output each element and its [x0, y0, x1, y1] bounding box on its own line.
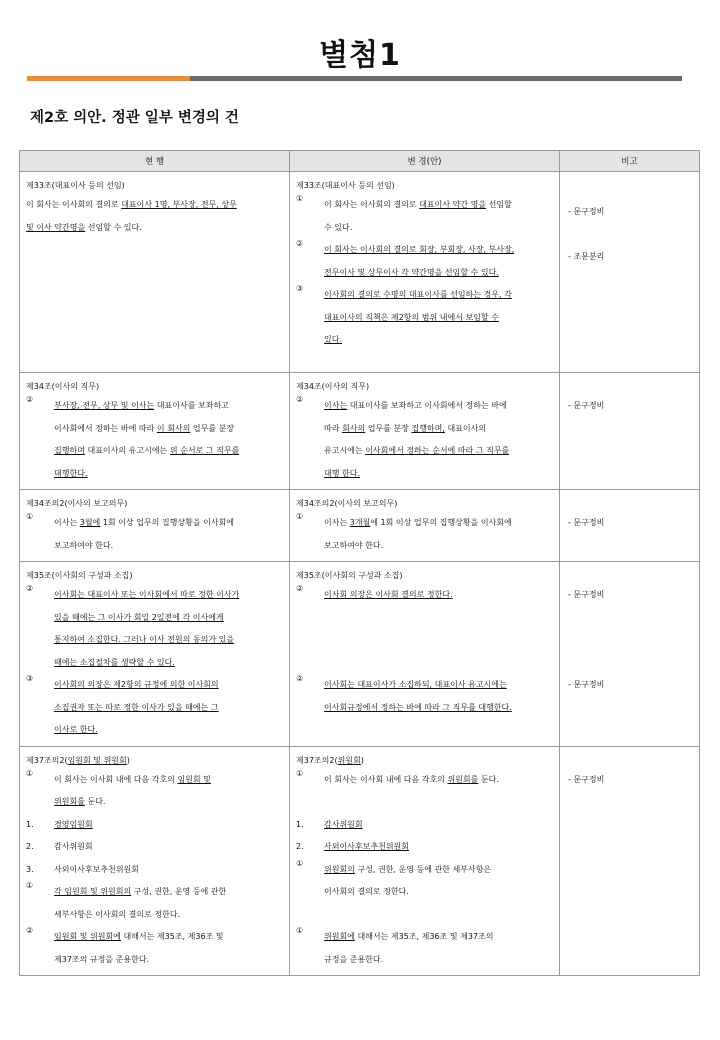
clause-heading: 제34조(이사의 직무) — [296, 382, 370, 391]
list-item: 2. 사외이사후보추천위원회 — [296, 842, 410, 851]
item-marker: ② — [296, 239, 304, 248]
clause-item: ② 이사회는 대표이사가 소집하되, 대표이사 유고시에는 이사회규정에서 정하는 바에 따라 그 직무를 대행한다. — [296, 674, 512, 712]
note-text: - 문구정비 — [568, 679, 605, 689]
clause-line: 및 이사 약간명을 선임할 수 있다. — [26, 222, 142, 232]
item-marker: ③ — [296, 284, 304, 293]
clause-item: ③ 이사회의 결의로 수명의 대표이사를 선임하는 경우, 각 대표이사의 직책은 제2항의 범위 내에서 보임할 수 있다. — [296, 284, 553, 352]
table-row — [20, 562, 700, 747]
current-clause — [20, 172, 290, 373]
clause-item: ② 이사회는 대표이사 또는 이사회에서 따로 정한 이사가 있을 때에는 그 이사가 회일 2일전에 각 이사에게 통지하여 소집한다. 그러나 이사 전원의 동의가 있을 때에는 소집절차를 생략할 수 있다. — [26, 584, 240, 667]
note-text: - 문구정비 — [568, 774, 605, 784]
document-title: 별첨1 — [319, 38, 401, 73]
proposed-clause — [290, 746, 560, 976]
note-cell — [560, 373, 700, 490]
table-row — [20, 172, 700, 373]
note-cell — [560, 490, 700, 562]
note-cell — [560, 746, 700, 976]
note-text: - 문구정비 — [568, 518, 605, 527]
clause-heading: 제35조(이사회의 구성과 소집) — [296, 571, 403, 580]
clause-item: ① 이 회사는 이사회의 결의로 대표이사 약간 명을 선임할 수 있다. — [296, 194, 553, 239]
list-item: 3. 사외이사후보추천위원회 — [26, 864, 140, 874]
list-item: 1. 경영임원회 — [26, 819, 93, 829]
note-text: - 문구정비 — [568, 401, 605, 410]
proposed-clause — [290, 490, 560, 562]
column-header-current: 현 행 — [20, 151, 290, 172]
list-item: 1. 감사위원회 — [296, 819, 363, 829]
note-text: - 문구정비 — [568, 590, 605, 599]
clause-item: ③ 이사회의 의장은 제2항의 규정에 의한 이사회의 소집권자 또는 따로 정한 이사가 있을 때에는 그 이사로 한다. — [26, 674, 219, 734]
clause-item: ① 위원회의 구성, 권한, 운영 등에 관한 세부사항은 이사회의 결의로 정한다. — [296, 858, 492, 896]
clause-line: 이 회사는 이사회의 결의로 대표이사 1명, 부사장, 전무, 상무 — [26, 200, 237, 209]
clause-heading: 제34조의2(이사의 보고의무) — [296, 499, 398, 508]
list-item: 2. 감사위원회 — [26, 842, 93, 851]
note-text: - 문구정비 — [568, 206, 605, 216]
table-row — [20, 490, 700, 562]
table-row — [20, 746, 700, 976]
agenda-title: 제2호 의안. 정관 일부 변경의 건 — [30, 110, 239, 126]
clause-heading: 제37조의2(위원회) — [296, 755, 364, 765]
clause-item: ① 이사는 3개월에 1회 이상 업무의 집행상황을 이사회에 보고하여야 한다. — [296, 512, 512, 550]
column-header-note: 비고 — [560, 151, 700, 172]
title-rule-accent — [27, 76, 190, 81]
column-header-proposed: 변 경(안) — [290, 151, 560, 172]
clause-heading: 제35조(이사회의 구성과 소집) — [26, 571, 133, 580]
current-clause — [20, 746, 290, 976]
table-header-row — [20, 151, 700, 172]
clause-item: ② 이사회 의장은 이사회 결의로 정한다. — [296, 584, 453, 599]
current-clause — [20, 562, 290, 747]
current-clause — [20, 490, 290, 562]
clause-heading: 제34조의2(이사의 보고의무) — [26, 499, 128, 508]
clause-item: ② 임원회 및 위원회에 대해서는 제35조, 제36조 및 제37조의 규정을 준용한다. — [26, 926, 224, 964]
clause-item: ② 이 회사는 이사회의 결의로 회장, 부회장, 사장, 부사장, 전무이사 및 상무이사 각 약간명을 선임할 수 있다. — [296, 239, 553, 284]
clause-item: ① 이 회사는 이사회 내에 다음 각호의 임원회 및 위원회를 둔다. — [26, 768, 211, 806]
clause-heading: 제33조(대표이사 등의 선임) — [296, 181, 395, 190]
item-marker: ① — [296, 194, 304, 203]
clause-heading: 제34조(이사의 직무) — [26, 382, 100, 391]
current-clause — [20, 373, 290, 490]
clause-item: ② 부사장, 전무, 상무 및 이사는 대표이사를 보좌하고 이사회에서 정하는 바에 따라 이 회사의 업무를 분장 집행하며 대표이사의 유고시에는 위 순서로 그 직무를 대행한다. — [26, 395, 240, 478]
clause-item: ① 이 회사는 이사회 내에 다음 각호의 위원회를 둔다. — [296, 768, 499, 784]
clause-heading: 제37조의2(임원회 및 위원회) — [26, 755, 130, 765]
clause-item: ① 이사는 3월에 1회 이상 업무의 집행상황을 이사회에 보고하여야 한다. — [26, 512, 235, 550]
comparison-table — [19, 150, 700, 976]
note-cell — [560, 172, 700, 373]
proposed-clause — [290, 172, 560, 373]
note-cell — [560, 562, 700, 747]
proposed-clause — [290, 562, 560, 747]
clause-item: ② 이사는 대표이사를 보좌하고 이사회에서 정하는 바에 따라 회사의 업무를 분장 집행하며, 대표이사의 유고시에는 이사회에서 정하는 순서에 따라 그 직무를 대행 한다. — [296, 395, 510, 478]
table-row — [20, 373, 700, 490]
note-text: - 조문분리 — [568, 251, 605, 261]
clause-item: ① 각 임원회 및 위원회의 구성, 권한, 운영 등에 관한 세부사항은 이사회의 결의로 정한다. — [26, 881, 227, 919]
clause-heading: 제33조(대표이사 등의 선임) — [26, 181, 125, 190]
clause-item: ① 위원회에 대해서는 제35조, 제36조 및 제37조의 규정을 준용한다. — [296, 926, 494, 964]
proposed-clause — [290, 373, 560, 490]
